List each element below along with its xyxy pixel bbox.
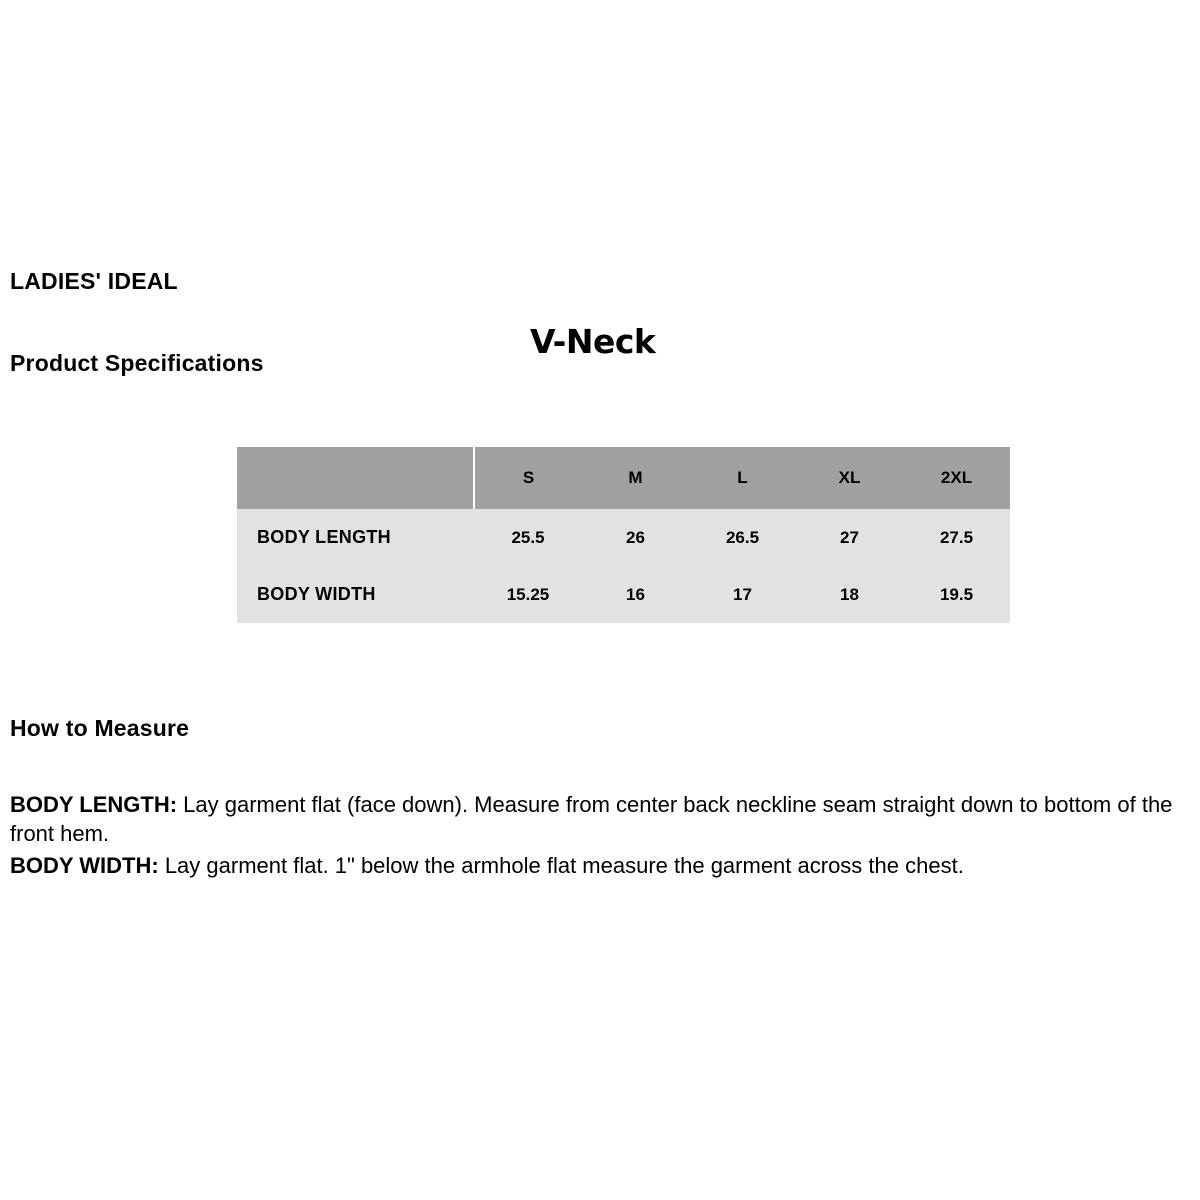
cell-body-width-s: 15.25 [506,584,550,604]
table-header-row [237,447,1010,509]
measure-instruction-body-width [10,851,1192,880]
header-cell-s: S [522,468,535,487]
cell-body-width-2xl: 19.5 [939,584,974,604]
brand-title: LADIES' IDEAL [10,268,178,294]
header-cell-m: M [628,468,643,487]
table-row [237,566,1010,623]
header-cell-xl: XL [838,468,861,487]
cell-body-length-2xl: 27.5 [939,527,974,547]
header-cell-2xl: 2XL [940,468,973,487]
measure-instruction-body-length [10,790,1192,849]
how-to-measure-body [10,790,1192,882]
header-cell-l: L [737,468,748,487]
cell-body-length-l: 26.5 [725,527,760,547]
product-specifications-title: Product Specifications [10,350,264,376]
row-label-body-width: BODY WIDTH [257,584,376,604]
table-row [237,509,1010,566]
row-label-body-length: BODY LENGTH [257,527,391,547]
cell-body-length-m: 26 [626,527,645,547]
measure-lead-body-length: BODY LENGTH: [10,792,178,817]
style-name: V-Neck [530,322,656,361]
cell-body-length-xl: 27 [840,527,859,547]
how-to-measure-title: How to Measure [10,715,190,741]
cell-body-width-l: 17 [733,584,752,604]
header-cell-blank [237,447,474,509]
cell-body-width-xl: 18 [840,584,859,604]
size-chart-table [237,447,1010,623]
cell-body-width-m: 16 [626,584,645,604]
cell-body-length-s: 25.5 [511,527,545,547]
measure-lead-body-width: BODY WIDTH: [10,852,159,878]
measure-text-body-width: Lay garment flat. 1" below the armhole flat measure the garment across the chest. [158,852,964,878]
measure-text-body-length: Lay garment flat (face down). Measure from center back neckline seam straight down to bottom of the front hem. [10,792,1173,847]
